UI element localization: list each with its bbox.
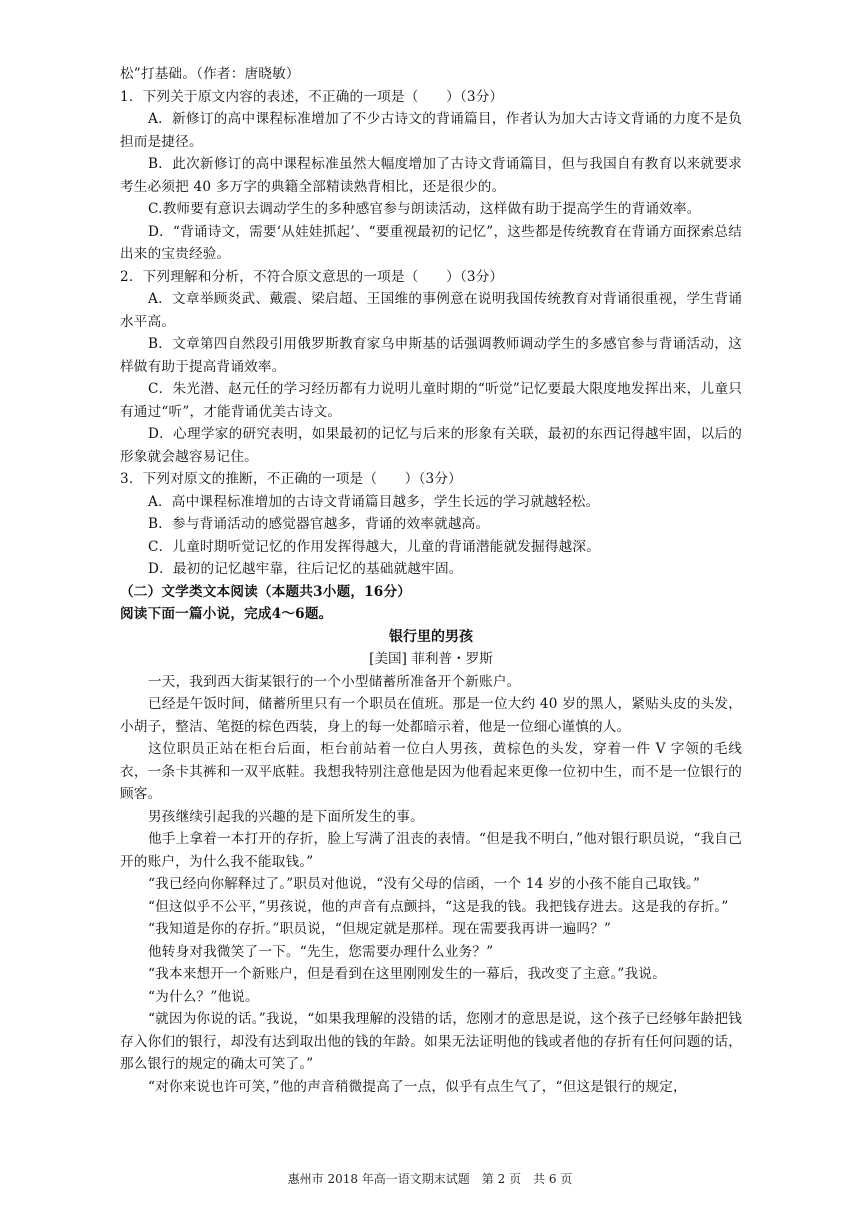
text-line: 松”打基础。（作者：唐晓敏） xyxy=(120,66,300,82)
story-paragraph: “我本来想开一个新账户，但是看到在这里刚刚发生的一幕后，我改变了主意。”我说。 xyxy=(148,966,666,982)
section-heading: （二）文学类文本阅读（本题共3小题，16分） xyxy=(120,583,412,600)
q1-option-c: C.教师要有意识去调动学生的多种感官参与朗读活动，这样做有助于提高学生的背诵效率。 xyxy=(148,201,701,217)
story-paragraph: “对你来说也许可笑，”他的声音稍微提高了一点，似乎有点生气了，“但这是银行的规定， xyxy=(148,1078,687,1095)
page-footer: 惠州市 2018 年高一语文期末试题 第 2 页 共 6 页 xyxy=(287,1172,573,1186)
q3-option-d: D．最初的记忆越牢靠，往后记忆的基础就越牢固。 xyxy=(148,561,463,577)
story-paragraph: “为什么？”他说。 xyxy=(148,988,259,1005)
story-paragraph: 男孩继续引起我的兴趣的是下面所发生的事。 xyxy=(148,808,424,825)
story-paragraph: “就因为你说的话。”我说，“如果我理解的没错的话，您刚才的意思是说，这个孩子已经够年龄把钱存入你们的银行，却没有达到取出他的钱的年龄。如果无法证明他的钱或者他的存折有任何问题的话，那么银行的规定的确太可笑了。” xyxy=(120,1011,742,1072)
story-paragraph: “我知道是你的存折。”职员说，“但规定就是那样。现在需要我再讲一遍吗？” xyxy=(148,921,612,937)
q1-option-b: B．此次新修订的高中课程标准虽然大幅度增加了古诗文背诵篇目，但与我国自有教育以来就要求考生必须把 40 多万字的典籍全部精读熟背相比，还是很少的。 xyxy=(120,156,742,195)
story-paragraph: 一天，我到西大街某银行的一个小型储蓄所准备开个新账户。 xyxy=(148,673,521,690)
story-paragraph: 他转身对我微笑了一下。“先生，您需要办理什么业务？” xyxy=(148,943,494,960)
q2-option-b: B．文章第四自然段引用俄罗斯教育家乌申斯基的话强调教师调动学生的多感官参与背诵活动，这样做有助于提高背诵效率。 xyxy=(120,336,742,375)
question-3: 3．下列对原文的推断，不正确的一项是（ ）（3分） xyxy=(120,471,462,487)
section-instruction: 阅读下面一篇小说，完成4～6题。 xyxy=(120,606,333,622)
story-paragraph: 这位职员正站在柜台后面，柜台前站着一位白人男孩，黄棕色的头发，穿着一件 V 字领的毛线衣，一条卡其裤和一双平底鞋。我想我特别注意他是因为他看起来更像一位初中生，而不是一位银行的顾客。 xyxy=(120,741,742,802)
story-paragraph: “我已经向你解释过了。”职员对他说，“没有父母的信函，一个 14 岁的小孩不能自己取钱。” xyxy=(148,876,701,892)
question-2: 2．下列理解和分析，不符合原文意思的一项是（ ）（3分） xyxy=(120,268,504,285)
q3-option-b: B．参与背诵活动的感觉器官越多，背诵的效率就越高。 xyxy=(148,516,490,532)
story-paragraph: 他手上拿着一本打开的存折，脸上写满了沮丧的表情。“但是我不明白，”他对银行职员说，“我自己开的账户，为什么我不能取钱。” xyxy=(120,831,742,870)
q2-option-d: D．心理学家的研究表明，如果最初的记忆与后来的形象有关联，最初的东西记得越牢固，以后的形象就会越容易记住。 xyxy=(120,426,742,465)
story-paragraph: “但这似乎不公平，”男孩说，他的声音有点颤抖，“这是我的钱。我把钱存进去。这是我的存折。” xyxy=(148,898,729,915)
story-paragraph: 已经是午饭时间，储蓄所里只有一个职员在值班。那是一位大约 40 岁的黑人，紧贴头皮的头发，小胡子，整洁、笔挺的棕色西装，身上的每一处都暗示着，他是一位细心谨慎的人。 xyxy=(120,696,742,735)
q1-option-d: D．“背诵诗文，需要‘从娃娃抓起’、“要重视最初的记忆”，这些都是传统教育在背诵方面探索总结出来的宝贵经验。 xyxy=(120,223,742,262)
q3-option-c: C．儿童时期听觉记忆的作用发挥得越大，儿童的背诵潜能就发掘得越深。 xyxy=(148,538,600,555)
question-1: 1．下列关于原文内容的表述，不正确的一项是（ ）（3分） xyxy=(120,88,504,105)
story-title: 银行里的男孩 xyxy=(389,628,473,645)
q1-option-a: A．新修订的高中课程标准增加了不少古诗文的背诵篇目，作者认为加大古诗文背诵的力度不是负担而是捷径。 xyxy=(120,111,742,150)
q3-option-a: A．高中课程标准增加的古诗文背诵篇目越多，学生长远的学习就越轻松。 xyxy=(148,493,600,510)
q2-option-c: C．朱光潜、赵元任的学习经历都有力说明儿童时期的“听觉”记忆要最大限度地发挥出来，儿童只有通过“听”，才能背诵优美古诗文。 xyxy=(120,381,742,420)
page-content xyxy=(120,63,742,1098)
q2-option-a: A．文章举顾炎武、戴震、梁启超、王国维的事例意在说明我国传统教育对背诵很重视，学生背诵水平高。 xyxy=(120,291,742,330)
story-author: [美国] 菲利普・罗斯 xyxy=(369,651,493,667)
